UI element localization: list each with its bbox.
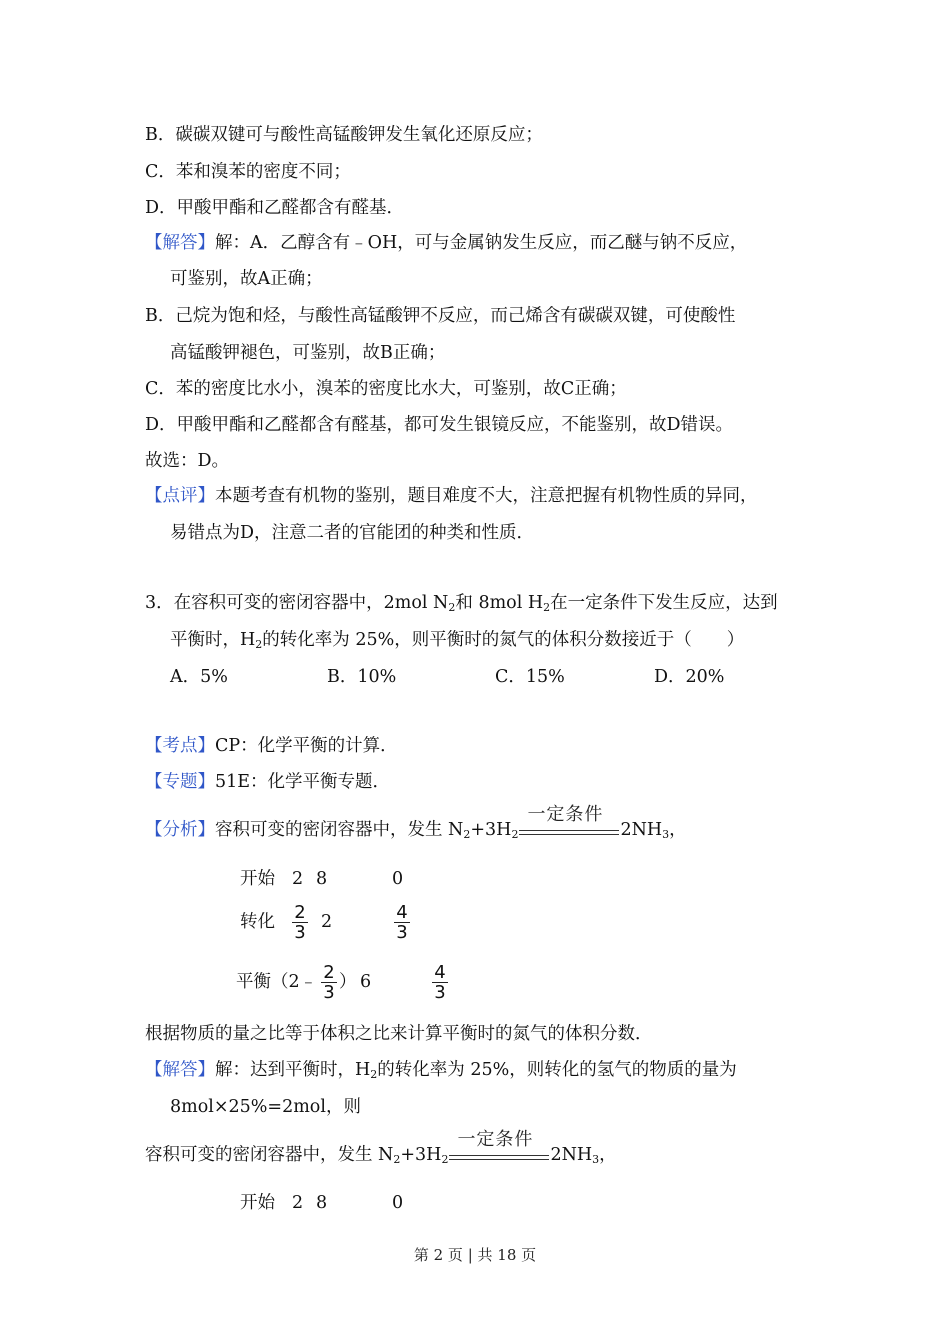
answer-line-d: D．甲酸甲酯和乙醛都含有醛基，都可发生银镜反应，不能鉴别，故D错误。 <box>145 415 734 435</box>
start2-n2: 2 <box>292 1193 304 1213</box>
reaction-condition-arrow-2: 一定条件 <box>449 1143 549 1167</box>
question-3-line-1: 3．在容积可变的密闭容器中，2mol $N_2$和 8mol $H_2$在一定条件下发生反应，达到 <box>145 593 778 614</box>
fenxi-line: 【分析】容积可变的密闭容器中，发生 $N_2+3H_2$ 一定条件 $2NH_3$， <box>145 804 687 841</box>
conv-h2: 2 <box>321 912 333 932</box>
jieda-line-3: 容积可变的密闭容器中，发生 $N_2+3H_2$ 一定条件 $2NH_3$， <box>145 1129 617 1166</box>
choose-line: 故选：D。 <box>145 451 230 471</box>
start2-h2: 8 <box>316 1193 328 1213</box>
answer-line-c: C．苯的密度比水小，溴苯的密度比水大，可鉴别，故C正确； <box>145 379 627 399</box>
option-b: B．10% <box>327 667 397 687</box>
answer-text: 解：A．乙醇含有﹣OH，可与金属钠发生反应，而乙醚与钠不反应， <box>215 233 748 253</box>
conv-label: 转化 <box>240 912 275 932</box>
answer-line-a2: 可鉴别，故A正确； <box>170 269 323 289</box>
zhuanti-tag: 【专题】 <box>145 772 215 792</box>
start-label: 开始 <box>240 869 275 889</box>
option-b-line: B．碳碳双键可与酸性高锰酸钾发生氧化还原反应； <box>145 125 543 145</box>
answer-tag: 【解答】 <box>145 233 215 253</box>
comment-tag: 【点评】 <box>145 486 215 506</box>
kaodian-line: 【考点】CP：化学平衡的计算． <box>145 736 398 756</box>
page-footer: 第 2 页 | 共 18 页 <box>413 1246 537 1264</box>
jieda-line-1: 【解答】解：达到平衡时，$H_2$的转化率为 25%，则转化的氢气的物质的量为 <box>145 1060 737 1081</box>
eq-n2-fraction: 2 3 <box>320 963 338 1002</box>
fenxi-end: 根据物质的量之比等于体积之比来计算平衡时的氮气的体积分数． <box>145 1024 653 1044</box>
eq-label: 平衡（2﹣ <box>236 972 318 992</box>
eq-nh3-fraction: 4 3 <box>431 963 449 1002</box>
eq-h2: 6 <box>360 972 372 992</box>
fenxi-tag: 【分析】 <box>145 820 215 840</box>
start2-nh3: 0 <box>392 1193 404 1213</box>
reaction-condition-arrow: 一定条件 <box>519 818 619 842</box>
conv-n2-fraction: 2 3 <box>291 903 309 942</box>
option-d-line: D．甲酸甲酯和乙醛都含有醛基． <box>145 198 405 218</box>
answer-line-a1 <box>145 231 747 255</box>
comment-text: 本题考查有机物的鉴别，题目难度不大，注意把握有机物性质的异同， <box>215 486 758 506</box>
question-3-line-2: 平衡时，$H_2$的转化率为 25%，则平衡时的氮气的体积分数接近于（ ） <box>170 630 745 651</box>
option-a: A．5% <box>170 667 228 687</box>
start-h2: 8 <box>316 869 328 889</box>
start-n2: 2 <box>292 869 304 889</box>
option-c-line: C．苯和溴苯的密度不同； <box>145 162 351 182</box>
start2-label: 开始 <box>240 1193 275 1213</box>
jieda-line-2: 8mol×25%=2mol，则 <box>170 1097 361 1117</box>
answer-line-b1: B．己烷为饱和烃，与酸性高锰酸钾不反应，而己烯含有碳碳双键，可使酸性 <box>145 306 736 326</box>
zhuanti-line: 【专题】51E：化学平衡专题． <box>145 772 391 792</box>
conv-nh3-fraction: 4 3 <box>393 903 411 942</box>
option-d: D．20% <box>654 667 725 687</box>
start-nh3: 0 <box>392 869 404 889</box>
comment-line-2: 易错点为D，注意二者的官能团的种类和性质． <box>170 523 535 543</box>
option-c: C．15% <box>495 667 565 687</box>
jieda-tag: 【解答】 <box>145 1060 215 1080</box>
eq-close: ） <box>339 972 357 992</box>
kaodian-tag: 【考点】 <box>145 736 215 756</box>
comment-line-1 <box>145 484 758 508</box>
answer-line-b2: 高锰酸钾褪色，可鉴别，故B正确； <box>170 343 446 363</box>
